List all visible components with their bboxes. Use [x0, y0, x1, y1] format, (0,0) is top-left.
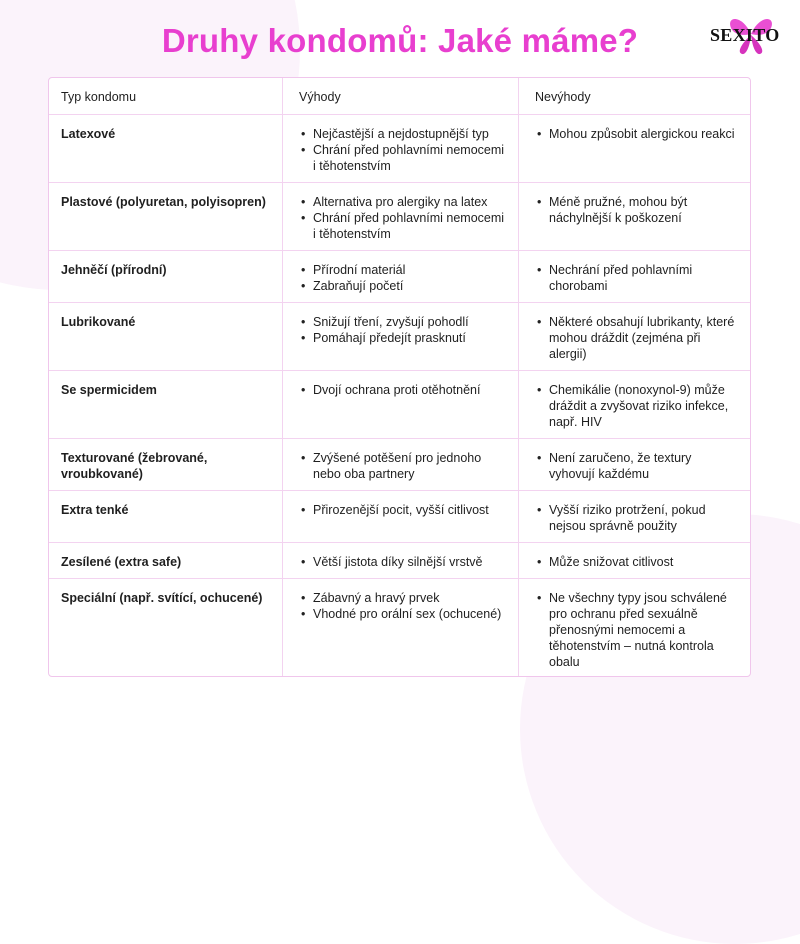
pros-list — [299, 314, 508, 346]
cons-list — [535, 314, 740, 362]
cell-cons — [518, 438, 750, 490]
pros-list — [299, 450, 508, 482]
header-type: Typ kondomu — [61, 90, 137, 104]
cell-pros — [282, 114, 518, 182]
pros-list — [299, 194, 508, 242]
table-header-row — [49, 78, 750, 115]
cell-pros — [282, 182, 518, 250]
table-row — [49, 490, 750, 543]
cons-list — [535, 502, 740, 534]
cell-cons — [518, 182, 750, 250]
list-item: • Není zaručeno, že textury vyhovují každému — [549, 450, 740, 482]
list-item: • Chrání před pohlavními nemocemi i těhotenstvím — [313, 142, 508, 174]
cell-type: Zesílené (extra safe) — [61, 555, 182, 569]
list-item: • Zvýšené potěšení pro jednoho nebo oba partnery — [313, 450, 508, 482]
list-item: • Mohou způsobit alergickou reakci — [549, 126, 740, 142]
cell-pros — [282, 542, 518, 578]
cell-cons — [518, 250, 750, 302]
pros-list — [299, 262, 508, 294]
table-row — [49, 114, 750, 183]
cons-list — [535, 262, 740, 294]
cell-type: Plastové (polyuretan, polyisopren) — [61, 195, 266, 209]
cell-type: Jehněčí (přírodní) — [61, 263, 167, 277]
list-item: • Vhodné pro orální sex (ochucené) — [313, 606, 508, 622]
cell-type: Latexové — [61, 127, 116, 141]
list-item: • Některé obsahují lubrikanty, které mohou dráždit (zejména při alergii) — [549, 314, 740, 362]
pros-list — [299, 126, 508, 174]
list-item: • Větší jistota díky silnější vrstvě — [313, 554, 508, 570]
list-item: • Nechrání před pohlavními chorobami — [549, 262, 740, 294]
cell-type: Texturované (žebrované, vroubkované) — [61, 451, 208, 481]
header-pros: Výhody — [282, 78, 518, 114]
pros-list — [299, 502, 508, 518]
table-row — [49, 302, 750, 371]
cell-type: Extra tenké — [61, 503, 129, 517]
table-row — [49, 578, 750, 676]
list-item: • Zábavný a hravý prvek — [313, 590, 508, 606]
cons-list — [535, 194, 740, 226]
list-item: • Méně pružné, mohou být náchylnější k poškození — [549, 194, 740, 226]
table-row — [49, 438, 750, 491]
cons-list — [535, 554, 740, 570]
cell-pros — [282, 370, 518, 438]
cons-list — [535, 126, 740, 142]
pros-list — [299, 382, 508, 398]
cell-pros — [282, 578, 518, 676]
cell-cons — [518, 542, 750, 578]
list-item: • Dvojí ochrana proti otěhotnění — [313, 382, 508, 398]
cell-type: Lubrikované — [61, 315, 136, 329]
list-item: • Může snižovat citlivost — [549, 554, 740, 570]
cons-list — [535, 590, 740, 670]
cell-pros — [282, 302, 518, 370]
pros-list — [299, 590, 508, 622]
list-item: • Chemikálie (nonoxynol-9) může dráždit a zvyšovat riziko infekce, např. HIV — [549, 382, 740, 430]
list-item: • Ne všechny typy jsou schválené pro ochranu před sexuálně přenosnými nemocemi a těhotenstvím – nutná kontrola obalu — [549, 590, 740, 670]
brand-logo — [706, 12, 796, 56]
cell-type: Se spermicidem — [61, 383, 157, 397]
cell-pros — [282, 438, 518, 490]
condom-types-table — [48, 77, 751, 677]
cell-cons — [518, 114, 750, 182]
table-row — [49, 370, 750, 439]
table-row — [49, 250, 750, 303]
cons-list — [535, 450, 740, 482]
list-item: • Chrání před pohlavními nemocemi i těhotenstvím — [313, 210, 508, 242]
cell-cons — [518, 578, 750, 676]
list-item: • Přírodní materiál — [313, 262, 508, 278]
page-title: Druhy kondomů: Jaké máme? — [161, 22, 639, 59]
cell-cons — [518, 370, 750, 438]
table-row — [49, 182, 750, 251]
list-item: • Zabraňují početí — [313, 278, 508, 294]
list-item: • Vyšší riziko protržení, pokud nejsou správně použity — [549, 502, 740, 534]
table-row — [49, 542, 750, 579]
list-item: • Snižují tření, zvyšují pohodlí — [313, 314, 508, 330]
cell-cons — [518, 302, 750, 370]
list-item: • Nejčastější a nejdostupnější typ — [313, 126, 508, 142]
list-item: • Alternativa pro alergiky na latex — [313, 194, 508, 210]
brand-name: SEXITO — [710, 25, 780, 45]
header-cons: Nevýhody — [518, 78, 750, 114]
cell-pros — [282, 490, 518, 542]
cons-list — [535, 382, 740, 430]
pros-list — [299, 554, 508, 570]
cell-cons — [518, 490, 750, 542]
list-item: • Pomáhají předejít prasknutí — [313, 330, 508, 346]
cell-type: Speciální (např. svítící, ochucené) — [61, 591, 263, 605]
cell-pros — [282, 250, 518, 302]
list-item: • Přirozenější pocit, vyšší citlivost — [313, 502, 508, 518]
